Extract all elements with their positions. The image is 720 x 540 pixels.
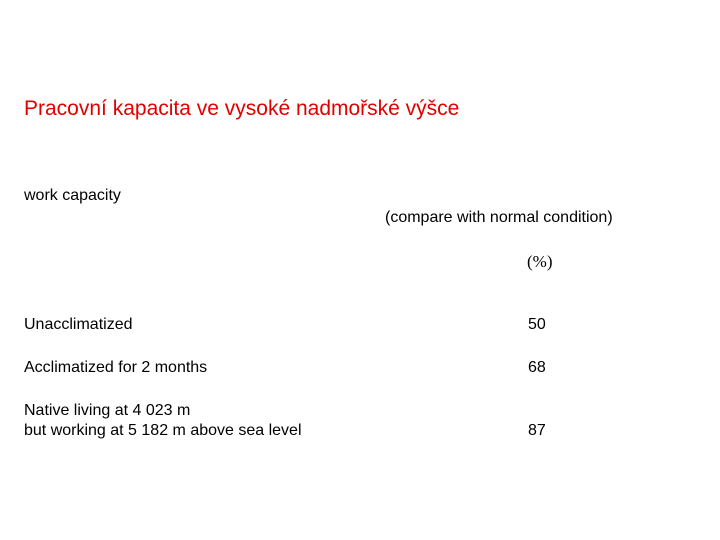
column-unit-percent: (%) [527, 252, 553, 271]
row-value-acclimatized: 68 [528, 359, 546, 376]
row-value-unacclimatized: 50 [528, 316, 546, 333]
row-label-unacclimatized: Unacclimatized [24, 316, 133, 333]
row-label-acclimatized: Acclimatized for 2 months [24, 359, 208, 376]
row-value-native: 87 [528, 422, 546, 439]
row-label-native-line-2: but working at 5 182 m above sea level [24, 422, 302, 439]
column-header-comparison: (compare with normal condition) [385, 209, 613, 226]
column-header-work-capacity: work capacity [24, 187, 121, 204]
slide-title: Pracovní kapacita ve vysoké nadmořské výšce [24, 97, 460, 120]
row-label-native-line-1: Native living at 4 023 m [24, 402, 191, 419]
